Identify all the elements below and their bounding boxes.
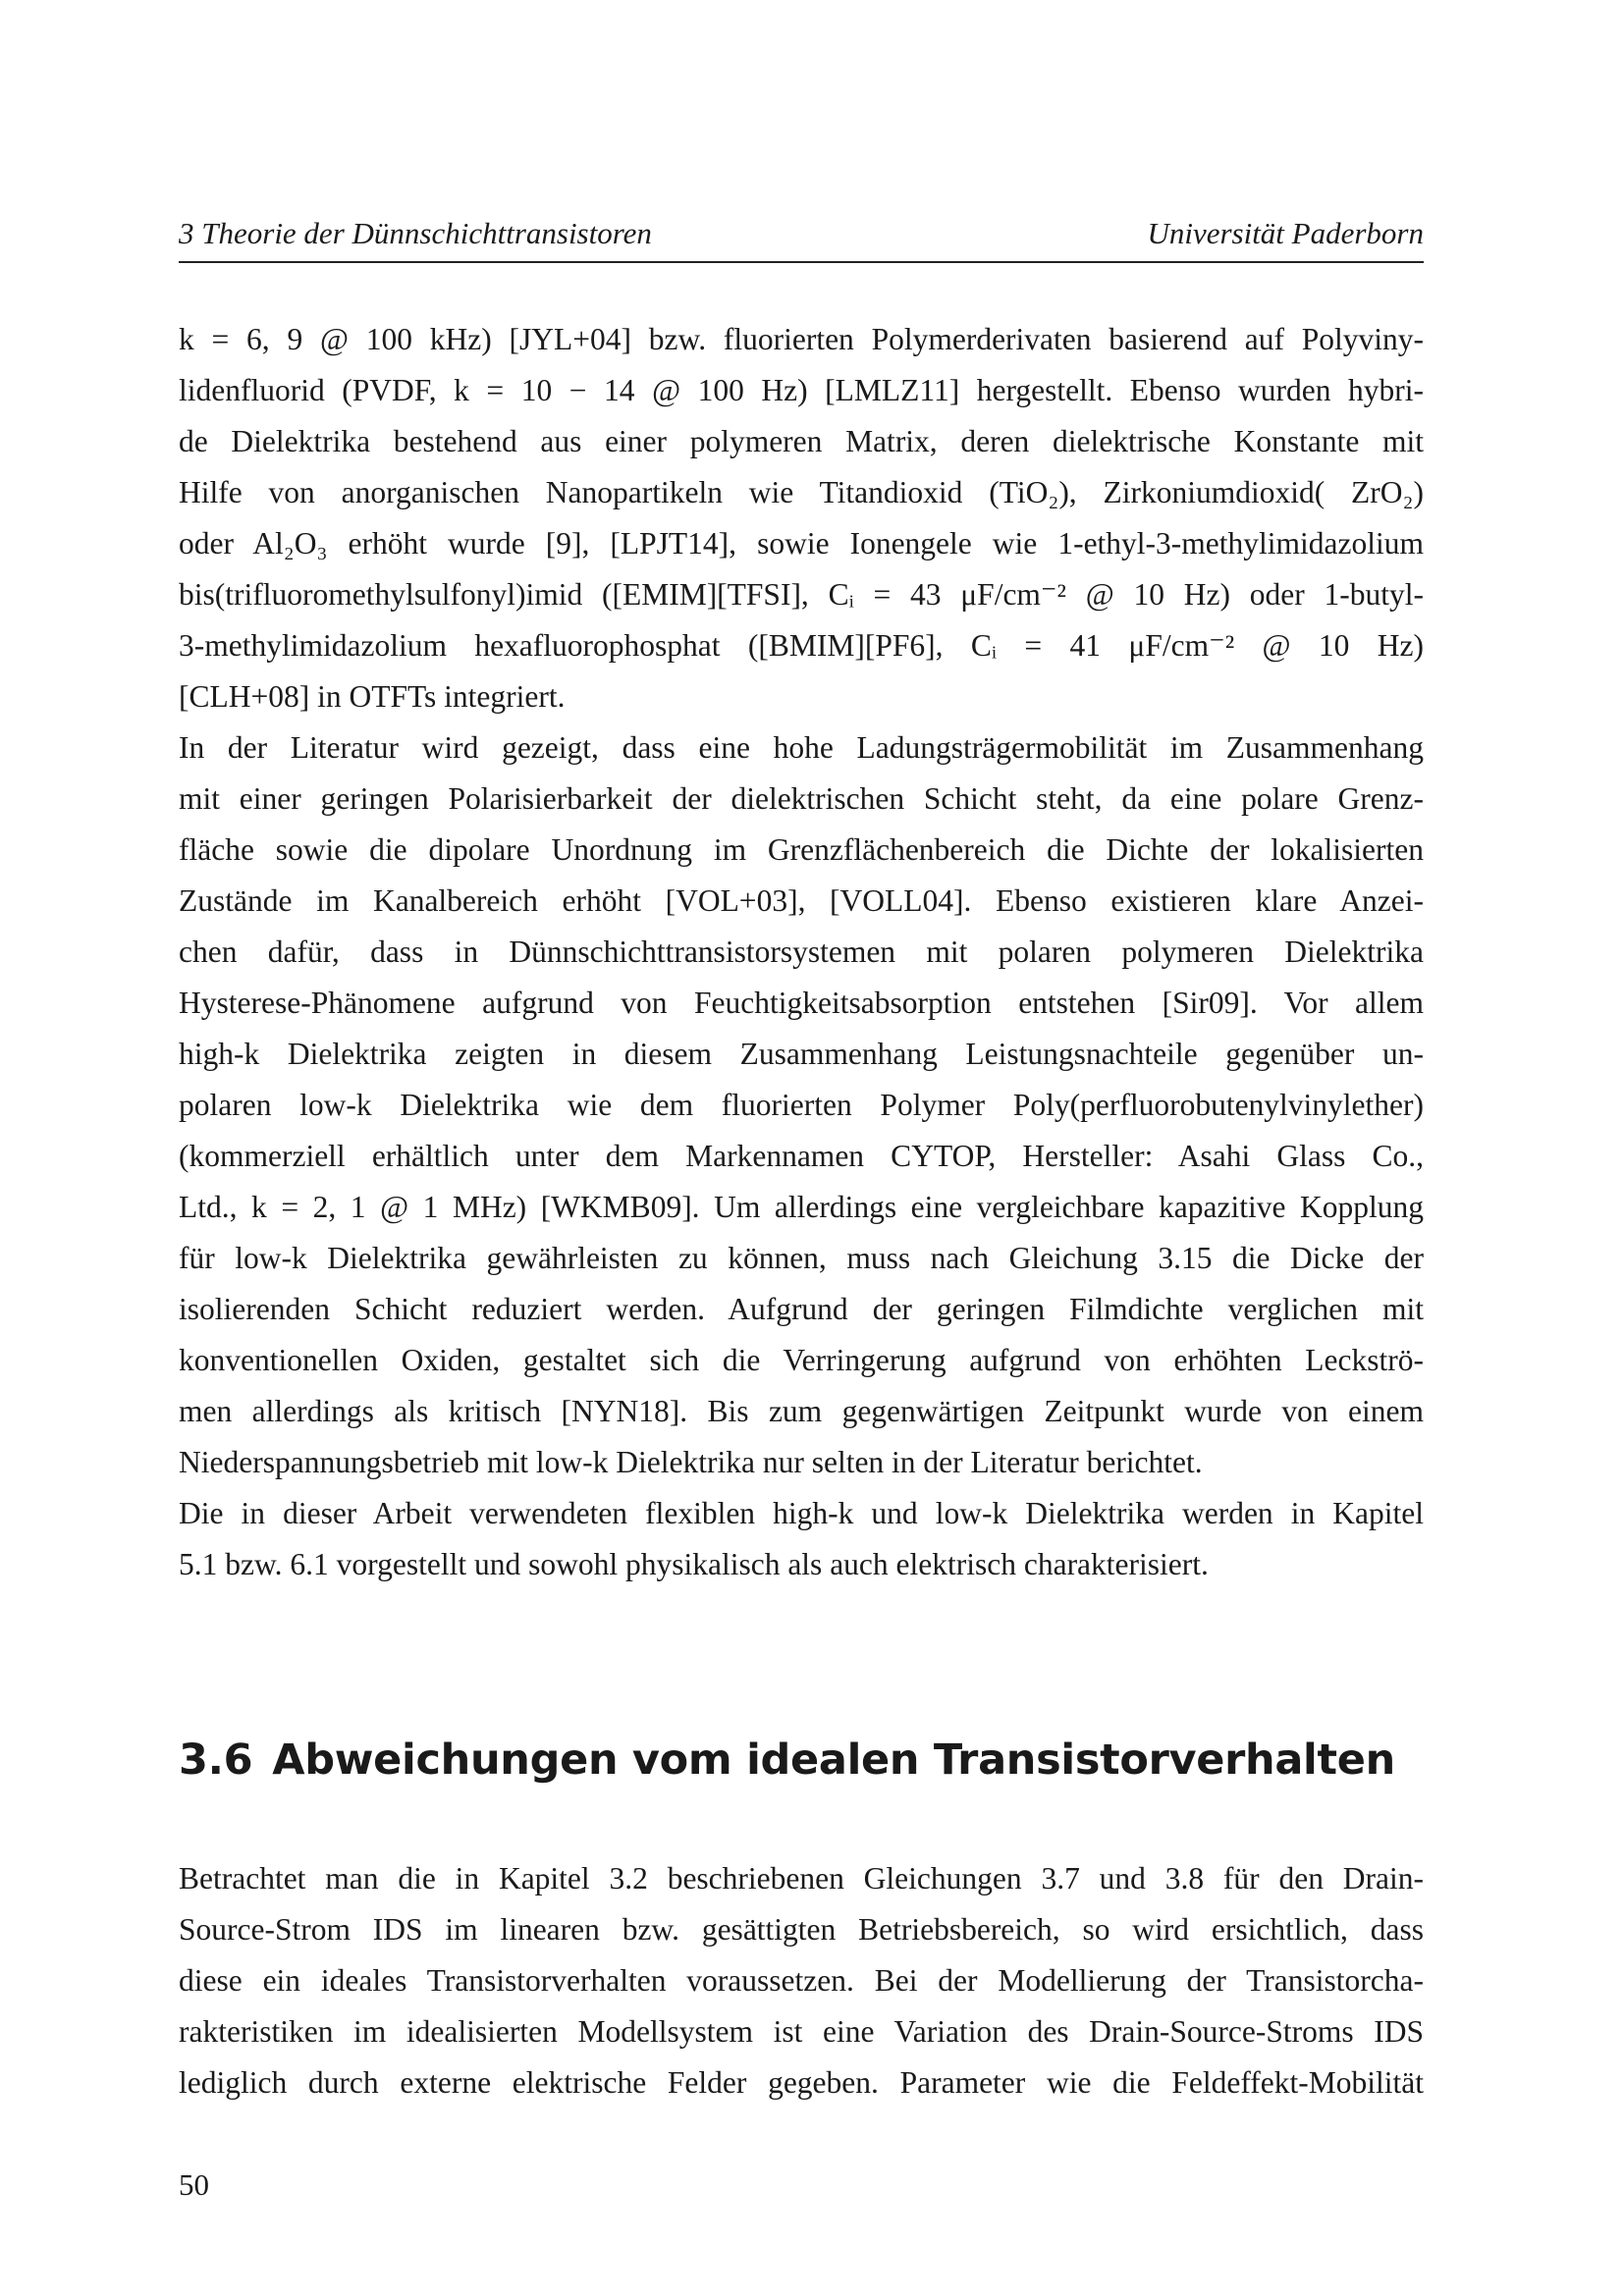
- text-line: In der Literatur wird gezeigt, dass eine hohe Ladungsträgermobilität im Zusammenhang: [179, 730, 1424, 765]
- text-line: Hilfe von anorganischen Nanopartikeln wie Titandioxid (TiO₂), Zirkoniumdioxid( ZrO₂): [179, 475, 1424, 509]
- text-line: Zustände im Kanalbereich erhöht [VOL+03], [VOLL04]. Ebenso existieren klare Anzei-: [179, 883, 1424, 918]
- text-line: rakteristiken im idealisierten Modellsystem ist eine Variation des Drain-Source-Stroms IDS: [179, 2014, 1424, 2049]
- text-line: lidenfluorid (PVDF, k = 10 − 14 @ 100 Hz) [LMLZ11] hergestellt. Ebenso wurden hybri-: [179, 373, 1424, 407]
- page-number: 50: [179, 2167, 209, 2202]
- text-line: (kommerziell erhältlich unter dem Markennamen CYTOP, Hersteller: Asahi Glass Co.,: [179, 1139, 1424, 1173]
- text-line: Niederspannungsbetrieb mit low-k Dielektrika nur selten in der Literatur berichtet.: [179, 1445, 1203, 1479]
- chapter-title: 3 Theorie der Dünnschichttransistoren: [179, 216, 652, 250]
- section-heading: [179, 1735, 1395, 1785]
- text-line: chen dafür, dass in Dünnschichttransistorsystemen mit polaren polymeren Dielektrika: [179, 934, 1424, 969]
- text-line: polaren low-k Dielektrika wie dem fluorierten Polymer Poly(perfluorobutenylvinylether): [179, 1088, 1424, 1122]
- text-line: für low-k Dielektrika gewährleisten zu können, muss nach Gleichung 3.15 die Dicke der: [179, 1241, 1424, 1275]
- text-line: diese ein ideales Transistorverhalten voraussetzen. Bei der Modellierung der Transistorcha-: [179, 1963, 1424, 1998]
- text-line: konventionellen Oxiden, gestaltet sich die Verringerung aufgrund von erhöhten Leckströ-: [179, 1343, 1424, 1377]
- section-number: 3.6: [179, 1735, 253, 1785]
- running-header: [179, 214, 1424, 263]
- text-line: men allerdings als kritisch [NYN18]. Bis zum gegenwärtigen Zeitpunkt wurde von einem: [179, 1394, 1424, 1428]
- text-line: Ltd., k = 2, 1 @ 1 MHz) [WKMB09]. Um allerdings eine vergleichbare kapazitive Kopplung: [179, 1190, 1424, 1224]
- text-line: fläche sowie die dipolare Unordnung im Grenzflächenbereich die Dichte der lokalisierten: [179, 832, 1424, 867]
- text-line: bis(trifluoromethylsulfonyl)imid ([EMIM][TFSI], Cᵢ = 43 μF/cm⁻² @ 10 Hz) oder 1-butyl-: [179, 577, 1424, 612]
- section-title: Abweichungen vom idealen Transistorverhalten: [272, 1735, 1395, 1785]
- text-line: Hysterese-Phänomene aufgrund von Feuchtigkeitsabsorption entstehen [Sir09]. Vor allem: [179, 986, 1424, 1020]
- text-line: mit einer geringen Polarisierbarkeit der dielektrischen Schicht steht, da eine polare Grenz-: [179, 781, 1424, 816]
- text-line: isolierenden Schicht reduziert werden. Aufgrund der geringen Filmdichte verglichen mit: [179, 1292, 1424, 1326]
- text-line: 3-methylimidazolium hexafluorophosphat ([BMIM][PF6], Cᵢ = 41 μF/cm⁻² @ 10 Hz): [179, 628, 1424, 663]
- text-line: k = 6, 9 @ 100 kHz) [JYL+04] bzw. fluorierten Polymerderivaten basierend auf Polyviny-: [179, 322, 1424, 356]
- text-line: Die in dieser Arbeit verwendeten flexiblen high-k und low-k Dielektrika werden in Kapitel: [179, 1496, 1424, 1530]
- text-line: high-k Dielektrika zeigten in diesem Zusammenhang Leistungsnachteile gegenüber un-: [179, 1037, 1424, 1071]
- text-line: Source-Strom IDS im linearen bzw. gesättigten Betriebsbereich, so wird ersichtlich, dass: [179, 1912, 1424, 1947]
- text-line: oder Al₂O₃ erhöht wurde [9], [LPJT14], sowie Ionengele wie 1-ethyl-3-methylimidazolium: [179, 526, 1424, 561]
- text-line: de Dielektrika bestehend aus einer polymeren Matrix, deren dielektrische Konstante mit: [179, 424, 1424, 458]
- text-line: 5.1 bzw. 6.1 vorgestellt und sowohl physikalisch als auch elektrisch charakterisiert.: [179, 1547, 1209, 1581]
- text-line: [CLH+08] in OTFTs integriert.: [179, 679, 566, 714]
- text-line: Betrachtet man die in Kapitel 3.2 beschriebenen Gleichungen 3.7 und 3.8 für den Drain-: [179, 1861, 1424, 1896]
- text-line: lediglich durch externe elektrische Felder gegeben. Parameter wie die Feldeffekt-Mobilität: [179, 2065, 1424, 2100]
- institution-name: Universität Paderborn: [1147, 216, 1424, 250]
